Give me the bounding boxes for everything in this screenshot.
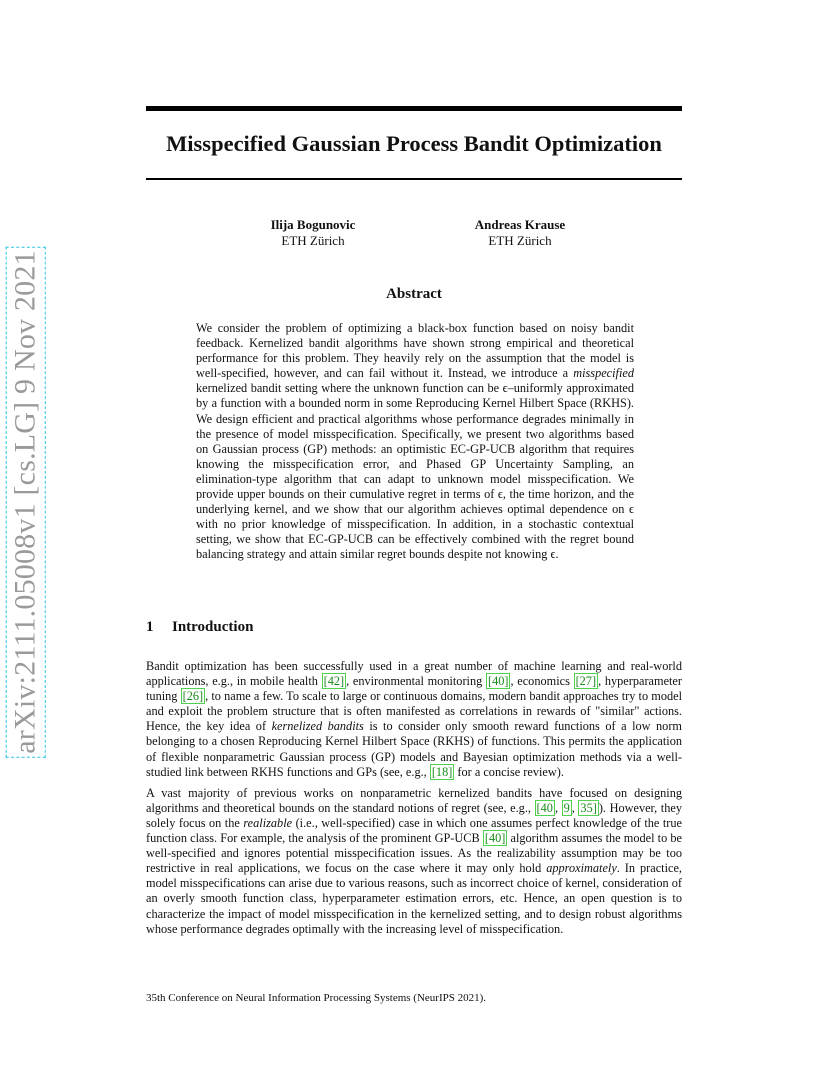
citation-link[interactable]: [40 (536, 800, 553, 815)
conference-footnote: 35th Conference on Neural Information Processing Systems (NeurIPS 2021). (146, 992, 487, 1004)
citation-link[interactable]: 35] (580, 800, 597, 815)
citation-link[interactable]: [18] (431, 764, 453, 779)
author-name: Ilija Bogunovic (270, 217, 356, 232)
section-title: Introduction (172, 619, 254, 635)
text: . In practice, model misspecifications can arise due to various reasons, such as incorrect choice of kernel, consideration of an overly smooth function class, hyperparameter estimation errors, etc. Hence, an open question is to characterize the impact of model misspecification in the kernelized setting, and to design robust algorithms whose performance degrades optimally with the increasing level of misspecification. (146, 861, 682, 936)
text: , economics (510, 674, 574, 689)
paragraph (146, 659, 682, 780)
author-block (213, 217, 413, 249)
abstract-body (196, 321, 634, 563)
section-heading (146, 619, 253, 636)
text: , (554, 800, 562, 815)
text: , hyperparameter tuning (146, 674, 682, 704)
author-affiliation: ETH Zürich (281, 233, 345, 248)
introduction-body (146, 659, 682, 943)
text: algorithm assumes the model to be well-specified and ignores potential misspecification issues. As the realizability assumption may be too restrictive in real applications, we focus on the case where it may only hold (146, 831, 682, 876)
citation-link[interactable]: [40] (487, 674, 509, 689)
text: (i.e., well-specified) case in which one assumes perfect knowledge of the true function class. For example, the analysis of the prominent GP-UCB (146, 815, 682, 846)
arxiv-stamp (6, 250, 46, 754)
emphasis: realizable (243, 815, 293, 830)
abstract-text: We consider the problem of optimizing a black-box function based on noisy bandit feedback. Kernelized bandit algorithms have shown strong empirical and theoretical performance for this problem. They heavily rely on the assumption that the model is well-specified, however, and can fail without it. Instead, we introduce a (196, 321, 634, 381)
arxiv-stamp-text[interactable]: arXiv:2111.05008v1 [cs.LG] 9 Nov 2021 (6, 246, 46, 757)
title-top-rule (146, 106, 682, 111)
text: , (571, 800, 579, 815)
abstract-emphasis: misspecified (573, 366, 634, 381)
paper-title: Misspecified Gaussian Process Bandit Optimization (166, 131, 662, 156)
text: A vast majority of previous works on nonparametric kernelized bandits have focused on designing algorithms and theoretical bounds on the standard notions of regret (see, e.g., (146, 785, 682, 815)
author-affiliation: ETH Zürich (488, 233, 552, 248)
citation-link[interactable]: [40] (484, 831, 506, 846)
section-number: 1 (146, 619, 154, 635)
citation-link[interactable]: [27] (575, 674, 597, 689)
abstract-text: kernelized bandit setting where the unknown function can be ϵ–uniformly approximated by a function with a bounded norm in some Reproducing Kernel Hilbert Space (RKHS). We design efficient and practical algorithms whose performance degrades minimally in the presence of model misspecification. Specifically, we present two algorithms based on Gaussian process (GP) methods: an optimistic EC-GP-UCB algorithm that requires knowing the misspecification error, and Phased GP Uncertainty Sampling, an elimination-type algorithm that can adapt to unknown model misspecification. We provide upper bounds on their cumulative regret in terms of ϵ, the time horizon, and the underlying kernel, and we show that our algorithm achieves optimal dependence on ϵ with no prior knowledge of misspecification. In addition, in a stochastic contextual setting, we show that EC-GP-UCB can be effectively combined with the regret bound balancing strategy and attain similar regret bounds despite not knowing ϵ. (196, 381, 634, 562)
paragraph (146, 786, 682, 937)
text: , environmental monitoring (346, 674, 486, 689)
text: ). However, they solely focus on the (146, 800, 682, 830)
citation-link[interactable]: [26] (182, 689, 204, 704)
text: is to consider only smooth reward functions of a low norm belonging to a chosen Reproducing Kernel Hilbert Space (RKHS) of functions. This permits the application of flexible nonparametric Gaussian process (GP) models and Bayesian optimization methods via a well-studied link between RKHS functions and GPs (see, e.g., (146, 719, 682, 779)
emphasis: kernelized bandits (271, 719, 364, 734)
text: , to name a few. To scale to large or continuous domains, modern bandit approaches try to model and exploit the problem structure that is often manifested as correlations in rewards of "similar" actions. Hence, the key idea of (146, 689, 682, 734)
author-name: Andreas Krause (474, 217, 566, 232)
emphasis: approximately (546, 861, 617, 876)
author-block (420, 217, 620, 249)
abstract-heading: Abstract (386, 286, 442, 302)
text: for a concise review). (454, 764, 564, 779)
text: Bandit optimization has been successfully used in a great number of machine learning and real-world applications, e.g., in mobile health (146, 659, 682, 689)
citation-link[interactable]: [42] (323, 674, 345, 689)
title-bottom-rule (146, 178, 682, 180)
citation-link[interactable]: 9 (563, 800, 570, 815)
